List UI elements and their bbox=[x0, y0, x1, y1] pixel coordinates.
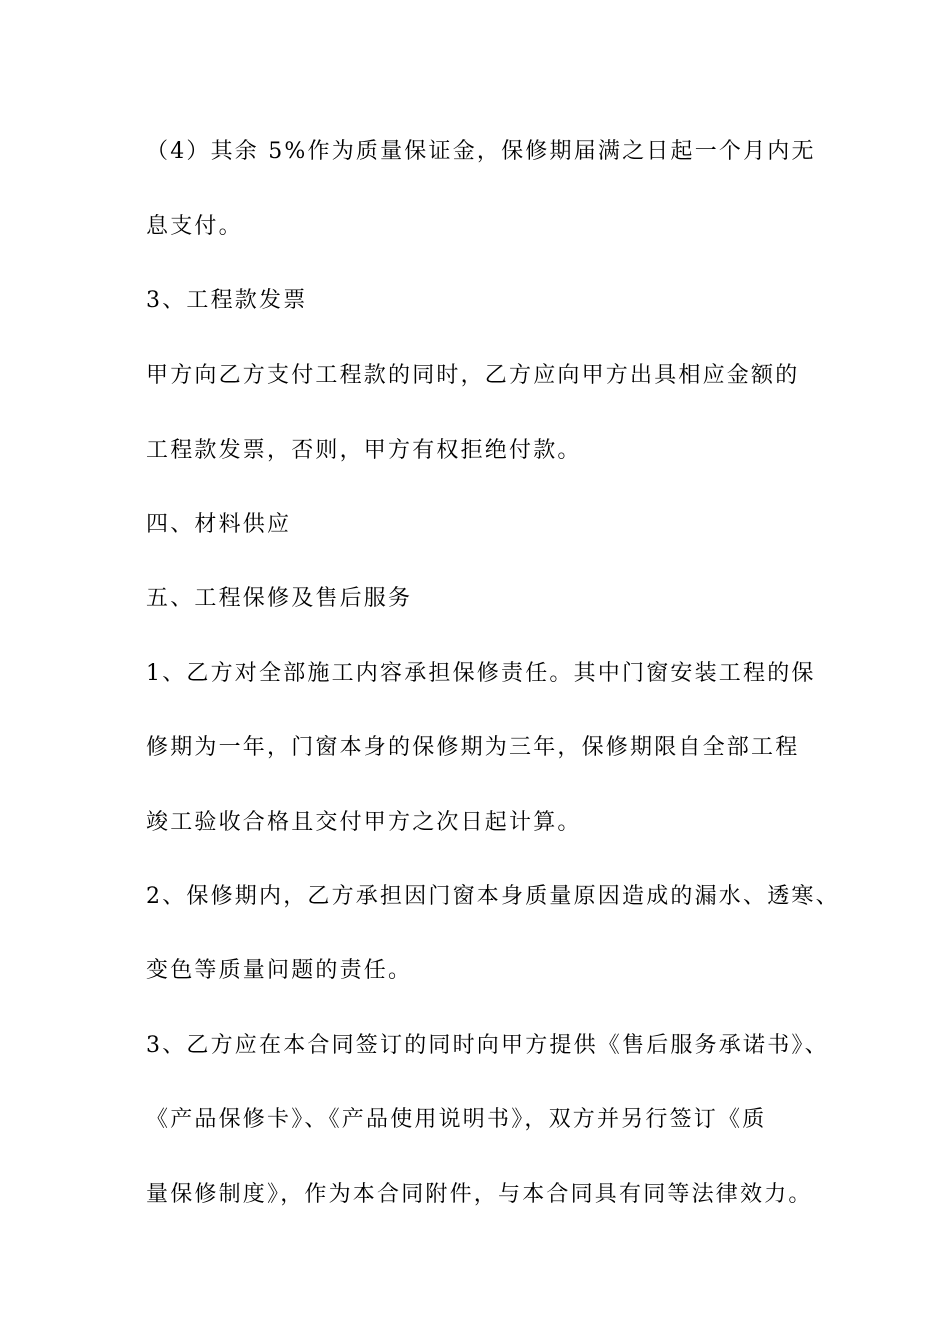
paragraph-line: 竣工验收合格且交付甲方之次日起计算。 bbox=[146, 810, 582, 835]
paragraph-line: 3、乙方应在本合同签订的同时向甲方提供《售后服务承诺书》、 bbox=[146, 1033, 829, 1058]
paragraph-line: 工程款发票，否则，甲方有权拒绝付款。 bbox=[146, 438, 582, 463]
paragraph-line: 甲方向乙方支付工程款的同时，乙方应向甲方出具相应金额的 bbox=[146, 363, 800, 388]
section-heading: 四、材料供应 bbox=[146, 512, 292, 537]
paragraph-line: 息支付。 bbox=[146, 214, 243, 239]
paragraph-line: （4）其余 5%作为质量保证金，保修期届满之日起一个月内无 bbox=[146, 139, 816, 164]
paragraph-line: 1、乙方对全部施工内容承担保修责任。其中门窗安装工程的保 bbox=[146, 661, 816, 686]
paragraph-line: 修期为一年，门窗本身的保修期为三年，保修期限自全部工程 bbox=[146, 735, 800, 760]
section-heading: 3、工程款发票 bbox=[146, 288, 308, 313]
paragraph-line: 2、保修期内，乙方承担因门窗本身质量原因造成的漏水、透寒、 bbox=[146, 884, 840, 909]
paragraph-line: 量保修制度》，作为本合同附件，与本合同具有同等法律效力。 bbox=[146, 1182, 813, 1207]
paragraph-line: 变色等质量问题的责任。 bbox=[146, 958, 413, 983]
paragraph-line: 《产品保修卡》、《产品使用说明书》，双方并另行签订《质 bbox=[146, 1107, 767, 1132]
section-heading: 五、工程保修及售后服务 bbox=[146, 586, 413, 611]
